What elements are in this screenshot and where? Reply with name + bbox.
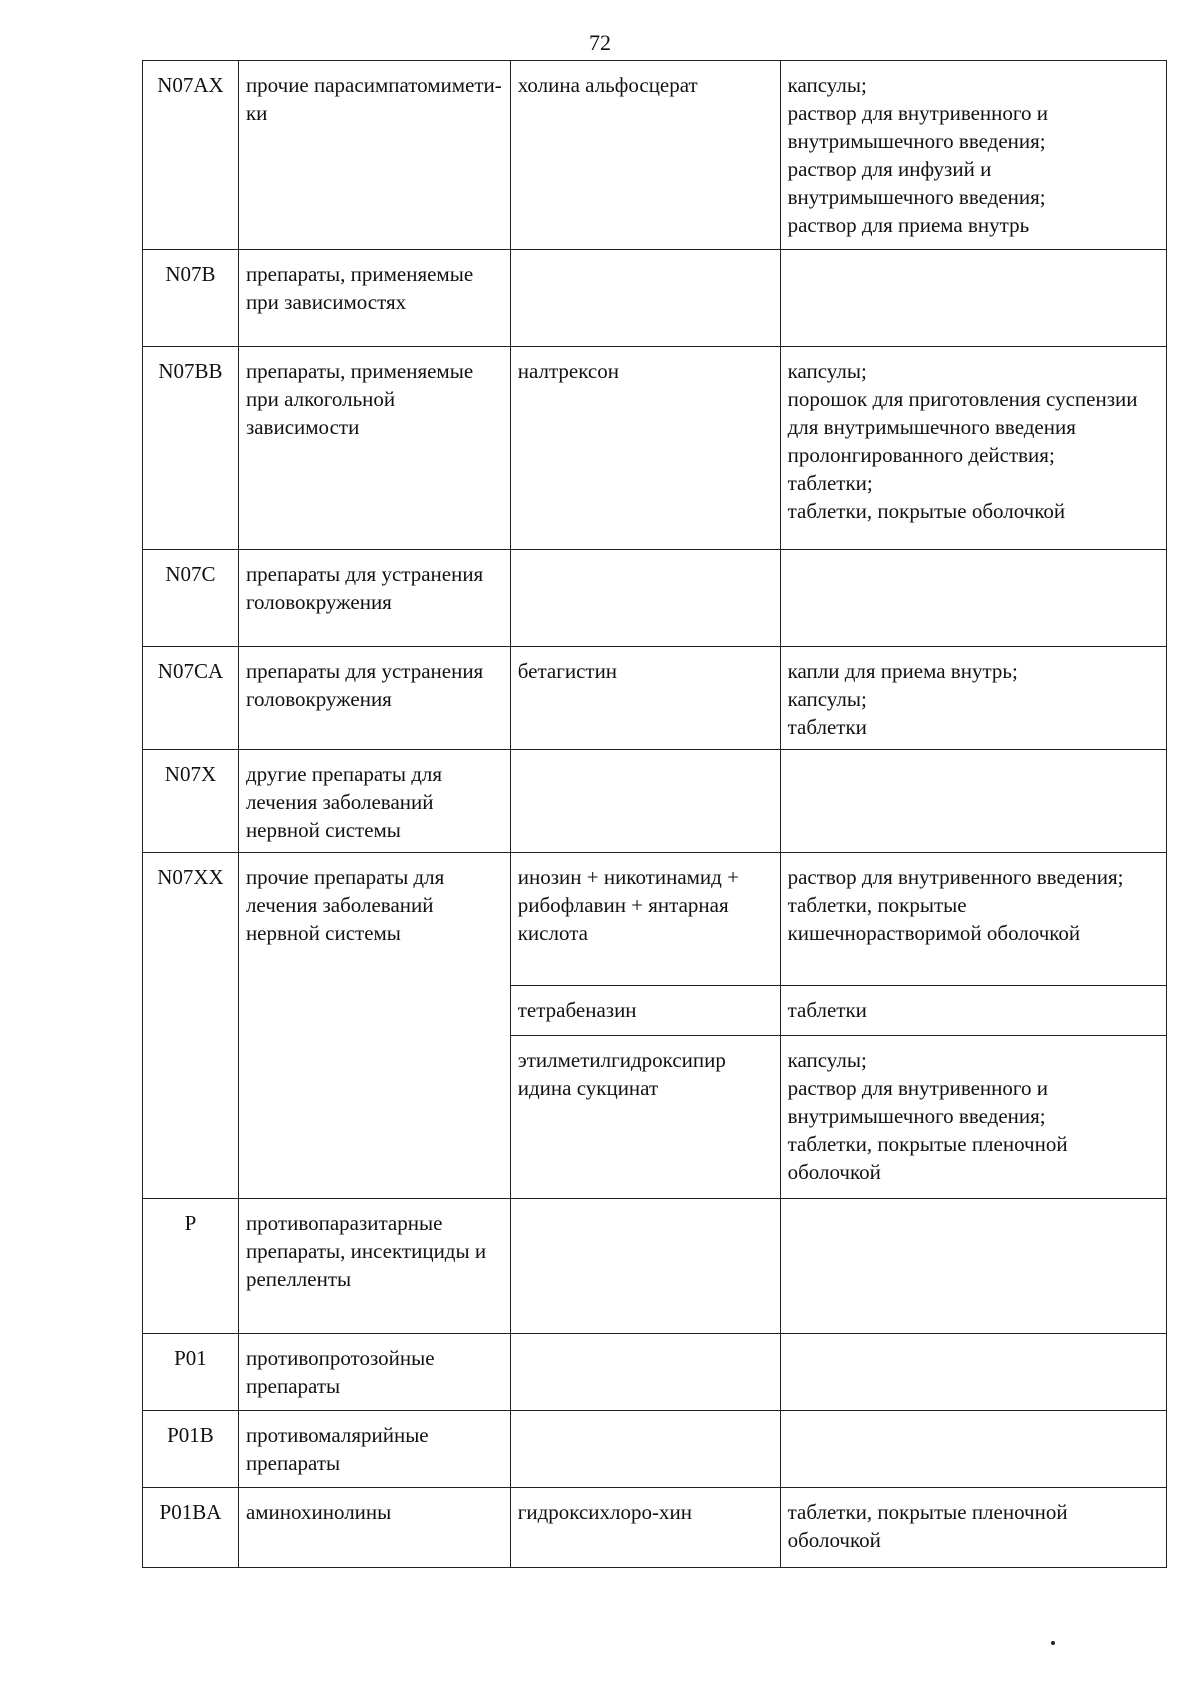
group-cell: другие препараты для лечения заболеваний нервной системы: [238, 750, 510, 853]
atc-code-cell: N07C: [143, 550, 239, 647]
drug-table: [142, 60, 1167, 1568]
table-row: [143, 1334, 1167, 1411]
group-cell: прочие парасимпатомимети-ки: [238, 61, 510, 250]
dosage-forms-cell: [780, 250, 1166, 347]
substance-cell: [510, 750, 780, 853]
atc-code-cell: P01: [143, 1334, 239, 1411]
group-cell: аминохинолины: [238, 1488, 510, 1568]
atc-code-cell: N07CA: [143, 647, 239, 750]
table-row: [143, 647, 1167, 750]
substance-cell: [510, 550, 780, 647]
substance-cell: этилметилгидроксипир идина сукцинат: [510, 1036, 780, 1199]
dosage-forms-cell: капсулы; раствор для внутривенного и внутримышечного введения; раствор для инфузий и внутримышечного введения; раствор для приема внутрь: [780, 61, 1166, 250]
atc-code-cell: N07X: [143, 750, 239, 853]
dosage-forms-cell: [780, 1199, 1166, 1334]
substance-cell: тетрабеназин: [510, 986, 780, 1036]
substance-cell: [510, 250, 780, 347]
group-cell: препараты для устранения головокружения: [238, 550, 510, 647]
substance-cell: налтрексон: [510, 347, 780, 550]
table-row: [143, 853, 1167, 986]
group-cell: препараты, применяемые при зависимостях: [238, 250, 510, 347]
table-row: [143, 347, 1167, 550]
table-row: [143, 1199, 1167, 1334]
dosage-forms-cell: таблетки: [780, 986, 1166, 1036]
dosage-forms-cell: капли для приема внутрь; капсулы; таблетки: [780, 647, 1166, 750]
atc-code-cell: N07B: [143, 250, 239, 347]
group-cell: прочие препараты для лечения заболеваний нервной системы: [238, 853, 510, 1199]
group-cell: препараты для устранения головокружения: [238, 647, 510, 750]
atc-code-cell: P: [143, 1199, 239, 1334]
table-row: [143, 250, 1167, 347]
atc-code-cell: N07BB: [143, 347, 239, 550]
table-row: [143, 750, 1167, 853]
substance-cell: [510, 1334, 780, 1411]
dosage-forms-cell: капсулы; раствор для внутривенного и внутримышечного введения; таблетки, покрытые пленочной оболочкой: [780, 1036, 1166, 1199]
table-row: [143, 61, 1167, 250]
atc-code-cell: N07XX: [143, 853, 239, 1199]
group-cell: противопаразитарные препараты, инсектициды и репелленты: [238, 1199, 510, 1334]
page-number: 72: [589, 30, 611, 55]
group-cell: препараты, применяемые при алкогольной зависимости: [238, 347, 510, 550]
group-cell: противомалярийные препараты: [238, 1411, 510, 1488]
table-row: [143, 1488, 1167, 1568]
table-row: [143, 1411, 1167, 1488]
dosage-forms-cell: таблетки, покрытые пленочной оболочкой: [780, 1488, 1166, 1568]
dosage-forms-cell: капсулы; порошок для приготовления суспензии для внутримышечного введения пролонгированного действия; таблетки; таблетки, покрытые оболочкой: [780, 347, 1166, 550]
dosage-forms-cell: [780, 750, 1166, 853]
atc-code-cell: P01BA: [143, 1488, 239, 1568]
substance-cell: бетагистин: [510, 647, 780, 750]
dosage-forms-cell: раствор для внутривенного введения; таблетки, покрытые кишечнорастворимой оболочкой: [780, 853, 1166, 986]
substance-cell: [510, 1199, 780, 1334]
atc-code-cell: N07AX: [143, 61, 239, 250]
table-row: [143, 550, 1167, 647]
substance-cell: инозин + никотинамид + рибофлавин + янтарная кислота: [510, 853, 780, 986]
group-cell: противопротозойные препараты: [238, 1334, 510, 1411]
dosage-forms-cell: [780, 1334, 1166, 1411]
substance-cell: гидроксихлоро-хин: [510, 1488, 780, 1568]
dosage-forms-cell: [780, 550, 1166, 647]
substance-cell: [510, 1411, 780, 1488]
substance-cell: холина альфосцерат: [510, 61, 780, 250]
dosage-forms-cell: [780, 1411, 1166, 1488]
atc-code-cell: P01B: [143, 1411, 239, 1488]
scan-speck: [1051, 1641, 1055, 1645]
